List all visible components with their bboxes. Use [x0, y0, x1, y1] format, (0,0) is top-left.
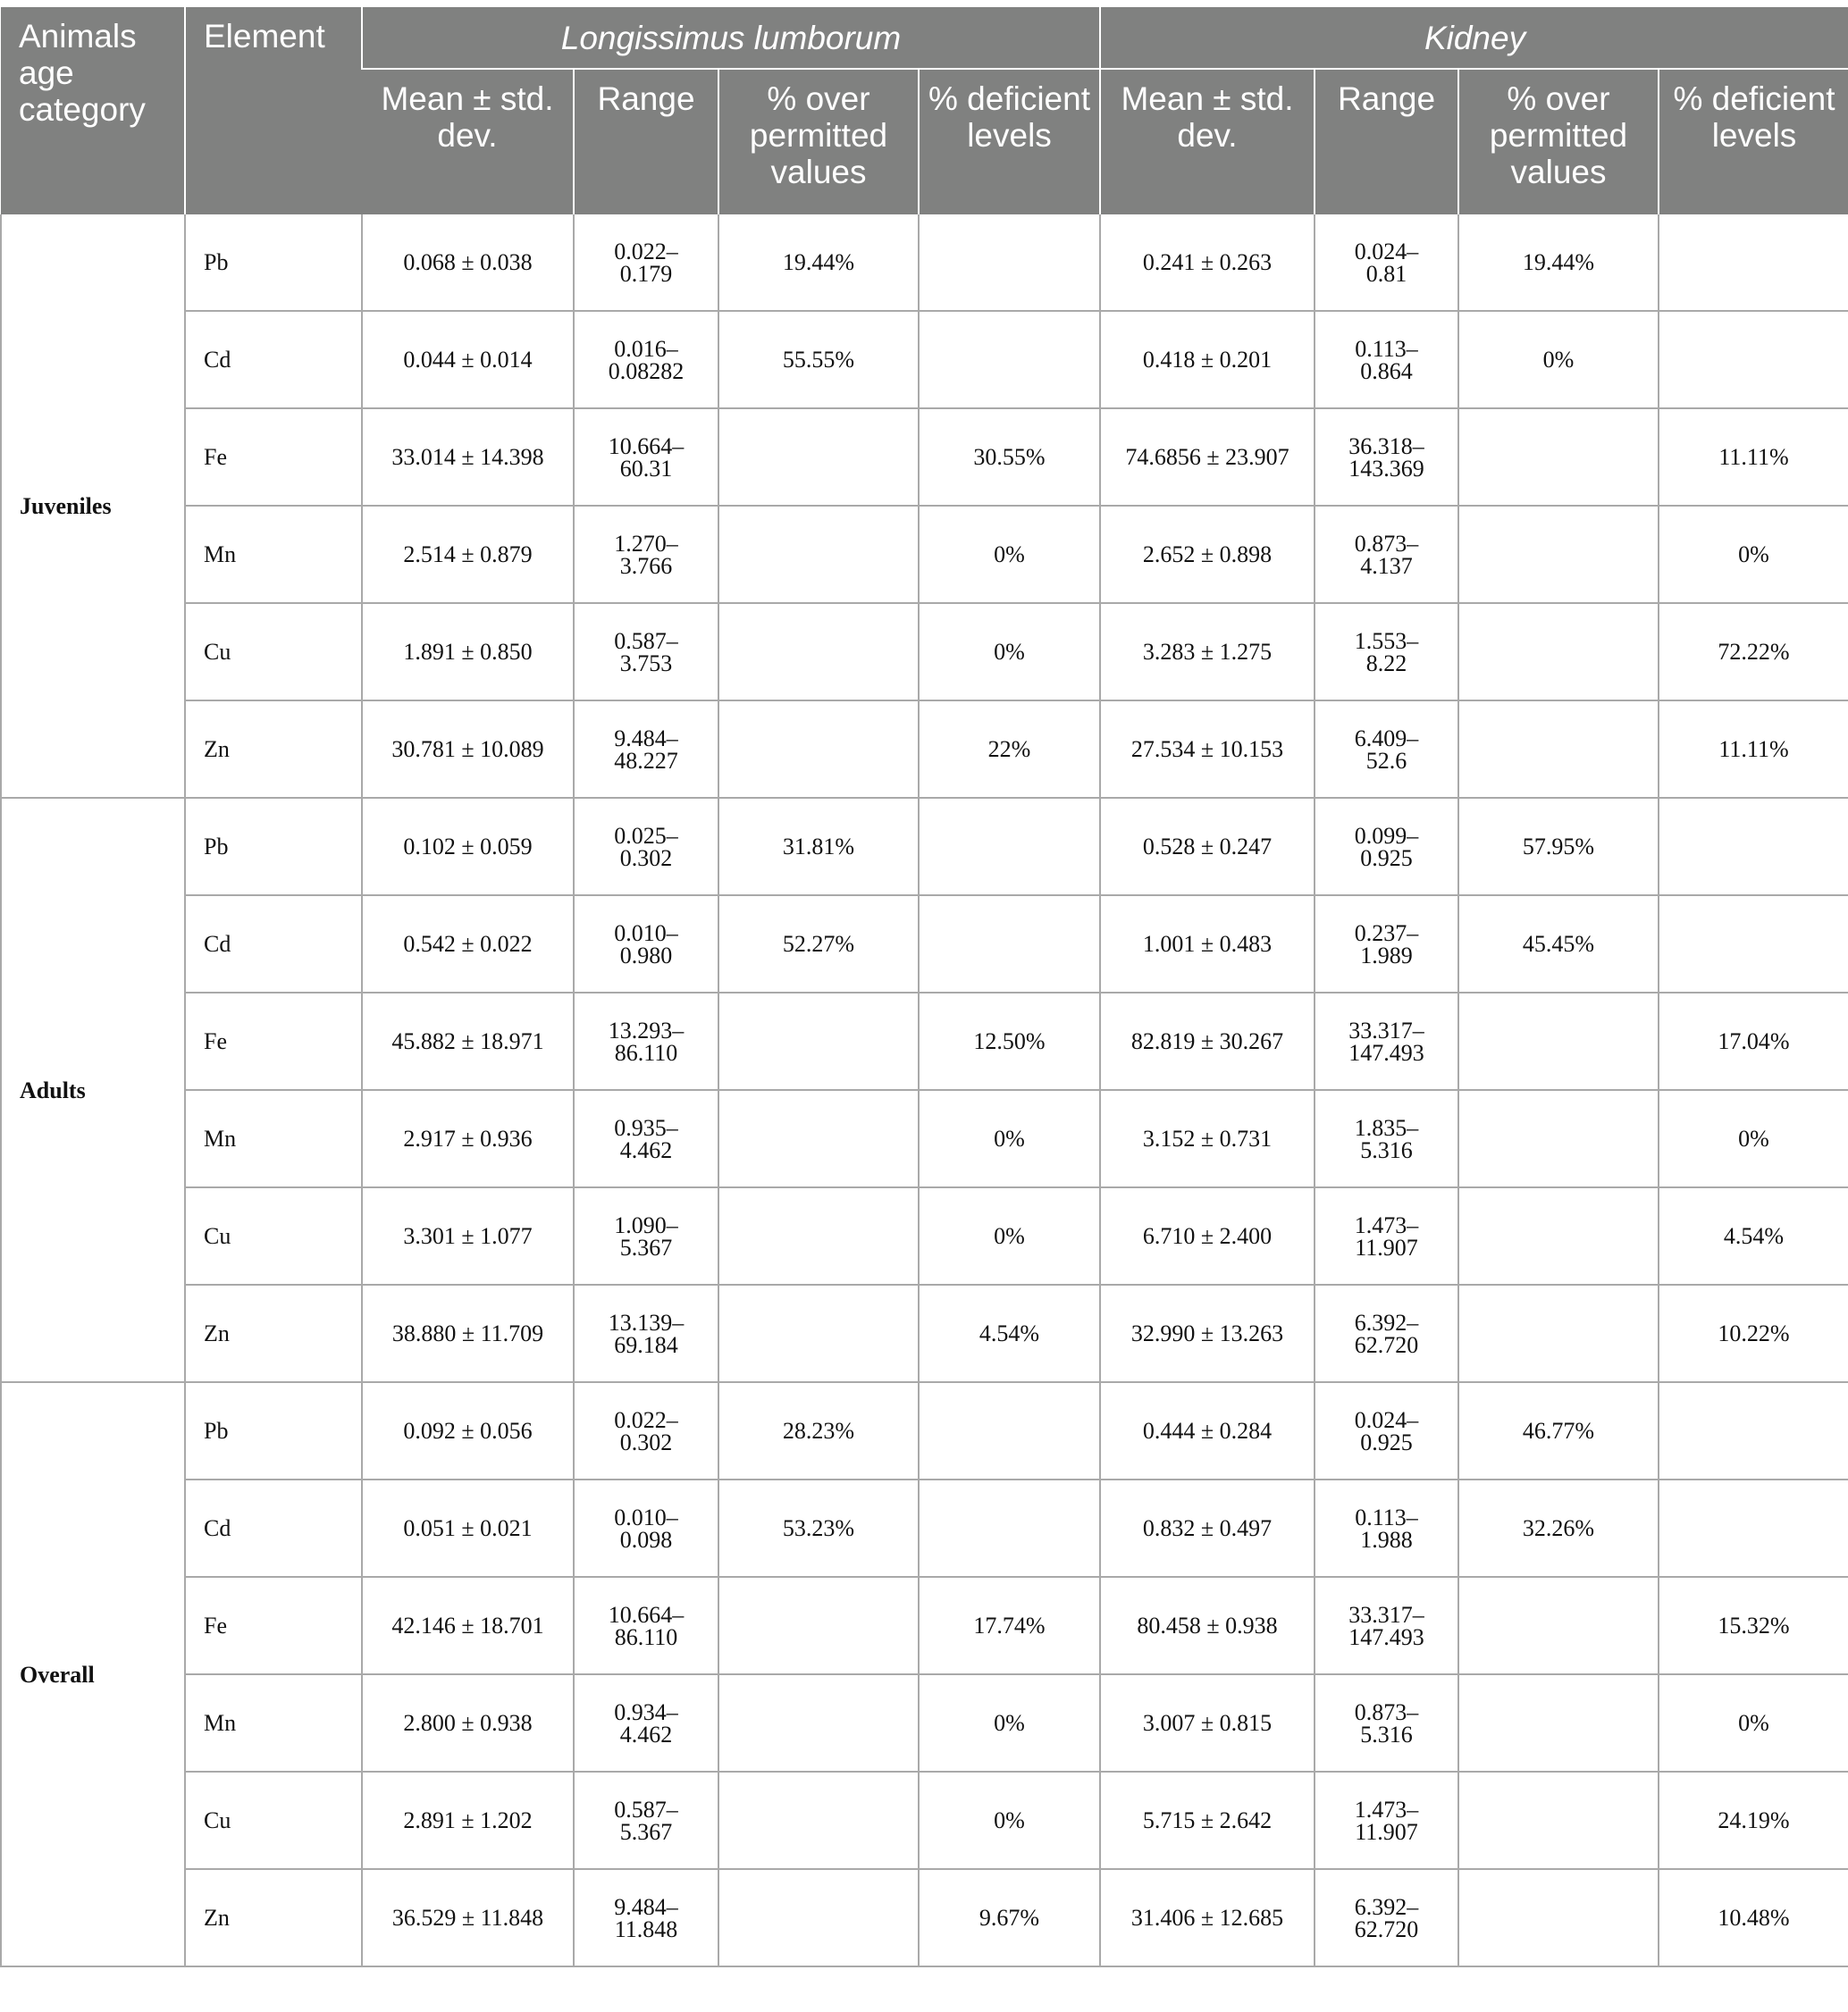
- kidney-mean-cell: 31.406 ± 12.685: [1100, 1869, 1315, 1966]
- table-row: [1, 895, 1848, 993]
- header-age-category: Animals age category: [1, 7, 185, 214]
- ll-range-cell: [574, 1382, 718, 1480]
- kidney-deficient-cell: 11.11%: [1659, 408, 1848, 506]
- ll-range-min: 0.025–: [614, 822, 678, 849]
- kidney-range-min: 33.317–: [1348, 1017, 1424, 1044]
- ll-range-max: 0.302: [619, 1429, 673, 1455]
- kidney-range-max: 143.369: [1348, 455, 1424, 482]
- kidney-over-cell: 19.44%: [1458, 214, 1659, 311]
- ll-range-cell: [574, 895, 718, 993]
- kidney-mean-cell: 0.241 ± 0.263: [1100, 214, 1315, 311]
- kidney-over-cell: 57.95%: [1458, 798, 1659, 895]
- ll-range-cell: [574, 408, 718, 506]
- ll-range-max: 5.367: [619, 1818, 673, 1845]
- ll-over-cell: 55.55%: [718, 311, 919, 408]
- ll-deficient-cell: 17.74%: [919, 1577, 1100, 1674]
- kidney-over-cell: [1458, 506, 1659, 603]
- kidney-deficient-cell: [1659, 311, 1848, 408]
- ll-range-min: 0.010–: [614, 919, 678, 946]
- kidney-range-max: 11.907: [1355, 1234, 1418, 1261]
- kidney-range-cell: [1315, 506, 1458, 603]
- kidney-range-cell: [1315, 1090, 1458, 1187]
- ll-range-max: 5.367: [619, 1234, 673, 1261]
- kidney-deficient-cell: 15.32%: [1659, 1577, 1848, 1674]
- table-body: [1, 214, 1848, 1966]
- ll-mean-cell: 3.301 ± 1.077: [362, 1187, 574, 1285]
- header-kidney-over: % over permitted values: [1458, 69, 1659, 214]
- ll-range-min: 0.935–: [614, 1114, 678, 1141]
- ll-range-max: 0.980: [619, 942, 673, 968]
- ll-range-cell: [574, 1674, 718, 1772]
- ll-over-cell: [718, 1674, 919, 1772]
- element-cell: Pb: [185, 798, 362, 895]
- kidney-mean-cell: 74.6856 ± 23.907: [1100, 408, 1315, 506]
- ll-mean-cell: 0.068 ± 0.038: [362, 214, 574, 311]
- ll-over-cell: 53.23%: [718, 1480, 919, 1577]
- kidney-over-cell: [1458, 1187, 1659, 1285]
- ll-deficient-cell: 12.50%: [919, 993, 1100, 1090]
- ll-deficient-cell: 9.67%: [919, 1869, 1100, 1966]
- element-cell: Mn: [185, 1674, 362, 1772]
- kidney-range-max: 147.493: [1348, 1039, 1424, 1066]
- ll-range-min: 0.022–: [614, 238, 678, 264]
- ll-over-cell: [718, 506, 919, 603]
- ll-range-cell: [574, 1090, 718, 1187]
- kidney-mean-cell: 80.458 ± 0.938: [1100, 1577, 1315, 1674]
- kidney-range-cell: [1315, 1869, 1458, 1966]
- ll-mean-cell: 0.044 ± 0.014: [362, 311, 574, 408]
- header-kidney-deficient: % deficient levels: [1659, 69, 1848, 214]
- ll-range-min: 10.664–: [608, 1601, 685, 1628]
- ll-range-min: 0.934–: [614, 1698, 678, 1725]
- table-row: [1, 214, 1848, 311]
- ll-mean-cell: 45.882 ± 18.971: [362, 993, 574, 1090]
- element-cell: Pb: [185, 214, 362, 311]
- ll-range-min: 1.270–: [614, 530, 678, 557]
- ll-range-max: 3.766: [619, 552, 673, 579]
- kidney-range-cell: [1315, 214, 1458, 311]
- element-cell: Pb: [185, 1382, 362, 1480]
- kidney-over-cell: 45.45%: [1458, 895, 1659, 993]
- kidney-range-cell: [1315, 1480, 1458, 1577]
- kidney-over-cell: [1458, 603, 1659, 700]
- ll-mean-cell: 33.014 ± 14.398: [362, 408, 574, 506]
- header-ll-range: Range: [574, 69, 718, 214]
- ll-range-cell: [574, 1772, 718, 1869]
- element-cell: Cd: [185, 895, 362, 993]
- kidney-over-cell: [1458, 1090, 1659, 1187]
- kidney-range-min: 36.318–: [1348, 432, 1424, 459]
- ll-range-max: 0.179: [619, 260, 673, 287]
- ll-range-max: 11.848: [614, 1916, 678, 1942]
- ll-range-cell: [574, 214, 718, 311]
- ll-range-min: 13.139–: [608, 1309, 685, 1336]
- element-cell: Cd: [185, 311, 362, 408]
- ll-over-cell: [718, 993, 919, 1090]
- kidney-range-max: 62.720: [1354, 1331, 1419, 1358]
- kidney-over-cell: 46.77%: [1458, 1382, 1659, 1480]
- kidney-range-min: 6.392–: [1354, 1309, 1419, 1336]
- table-row: [1, 700, 1848, 798]
- ll-range-min: 0.587–: [614, 1796, 678, 1823]
- kidney-deficient-cell: [1659, 214, 1848, 311]
- kidney-range-max: 1.988: [1360, 1526, 1413, 1553]
- kidney-over-cell: [1458, 1869, 1659, 1966]
- kidney-range-min: 0.024–: [1354, 238, 1419, 264]
- ll-mean-cell: 0.102 ± 0.059: [362, 798, 574, 895]
- header-ll-deficient: % deficient levels: [919, 69, 1100, 214]
- header-ll-over: % over permitted values: [718, 69, 919, 214]
- ll-deficient-cell: 0%: [919, 1187, 1100, 1285]
- kidney-over-cell: [1458, 1772, 1659, 1869]
- kidney-deficient-cell: 0%: [1659, 1090, 1848, 1187]
- kidney-mean-cell: 2.652 ± 0.898: [1100, 506, 1315, 603]
- table-row: [1, 798, 1848, 895]
- element-cell: Fe: [185, 993, 362, 1090]
- kidney-range-max: 1.989: [1360, 942, 1413, 968]
- kidney-over-cell: 32.26%: [1458, 1480, 1659, 1577]
- kidney-range-min: 0.237–: [1354, 919, 1419, 946]
- kidney-range-cell: [1315, 1772, 1458, 1869]
- kidney-range-cell: [1315, 1674, 1458, 1772]
- kidney-mean-cell: 82.819 ± 30.267: [1100, 993, 1315, 1090]
- ll-over-cell: 52.27%: [718, 895, 919, 993]
- kidney-deficient-cell: 72.22%: [1659, 603, 1848, 700]
- table-row: [1, 1577, 1848, 1674]
- table-row: [1, 1674, 1848, 1772]
- ll-deficient-cell: [919, 798, 1100, 895]
- ll-mean-cell: 36.529 ± 11.848: [362, 1869, 574, 1966]
- kidney-mean-cell: 3.283 ± 1.275: [1100, 603, 1315, 700]
- kidney-mean-cell: 5.715 ± 2.642: [1100, 1772, 1315, 1869]
- table-row: [1, 993, 1848, 1090]
- kidney-deficient-cell: 4.54%: [1659, 1187, 1848, 1285]
- kidney-over-cell: 0%: [1458, 311, 1659, 408]
- kidney-range-max: 0.864: [1360, 357, 1413, 384]
- kidney-mean-cell: 6.710 ± 2.400: [1100, 1187, 1315, 1285]
- kidney-range-min: 0.873–: [1354, 530, 1419, 557]
- data-table: [0, 7, 1848, 1967]
- kidney-range-min: 1.473–: [1354, 1211, 1419, 1238]
- ll-range-min: 13.293–: [608, 1017, 685, 1044]
- kidney-range-max: 5.316: [1360, 1136, 1413, 1163]
- ll-over-cell: [718, 1869, 919, 1966]
- kidney-range-cell: [1315, 603, 1458, 700]
- table-row: [1, 311, 1848, 408]
- ll-range-cell: [574, 311, 718, 408]
- kidney-range-min: 6.392–: [1354, 1893, 1419, 1920]
- kidney-range-max: 4.137: [1360, 552, 1413, 579]
- kidney-over-cell: [1458, 1674, 1659, 1772]
- ll-mean-cell: 1.891 ± 0.850: [362, 603, 574, 700]
- ll-over-cell: [718, 700, 919, 798]
- element-cell: Mn: [185, 506, 362, 603]
- ll-range-max: 48.227: [614, 747, 678, 774]
- element-cell: Zn: [185, 1285, 362, 1382]
- kidney-mean-cell: 27.534 ± 10.153: [1100, 700, 1315, 798]
- kidney-over-cell: [1458, 1577, 1659, 1674]
- kidney-deficient-cell: 10.22%: [1659, 1285, 1848, 1382]
- ll-over-cell: [718, 1187, 919, 1285]
- ll-deficient-cell: [919, 1382, 1100, 1480]
- ll-range-cell: [574, 506, 718, 603]
- ll-deficient-cell: 4.54%: [919, 1285, 1100, 1382]
- kidney-range-max: 147.493: [1348, 1623, 1424, 1650]
- ll-over-cell: [718, 408, 919, 506]
- ll-over-cell: 19.44%: [718, 214, 919, 311]
- ll-over-cell: [718, 1772, 919, 1869]
- kidney-range-max: 0.925: [1360, 1429, 1413, 1455]
- ll-deficient-cell: [919, 1480, 1100, 1577]
- kidney-range-min: 0.873–: [1354, 1698, 1419, 1725]
- ll-range-max: 0.08282: [608, 357, 685, 384]
- kidney-range-max: 8.22: [1365, 650, 1407, 676]
- kidney-range-min: 0.113–: [1355, 335, 1418, 362]
- kidney-range-cell: [1315, 1285, 1458, 1382]
- ll-deficient-cell: [919, 214, 1100, 311]
- element-cell: Cu: [185, 603, 362, 700]
- kidney-deficient-cell: [1659, 798, 1848, 895]
- ll-deficient-cell: [919, 311, 1100, 408]
- ll-range-min: 0.010–: [614, 1504, 678, 1530]
- ll-mean-cell: 2.917 ± 0.936: [362, 1090, 574, 1187]
- header-group-longissimus: Longissimus lumborum: [362, 7, 1100, 69]
- kidney-range-max: 62.720: [1354, 1916, 1419, 1942]
- kidney-over-cell: [1458, 700, 1659, 798]
- ll-range-cell: [574, 1187, 718, 1285]
- kidney-deficient-cell: 0%: [1659, 1674, 1848, 1772]
- kidney-deficient-cell: [1659, 1382, 1848, 1480]
- table-row: [1, 408, 1848, 506]
- age-category-cell: Overall: [1, 1382, 185, 1966]
- element-cell: Cd: [185, 1480, 362, 1577]
- kidney-range-min: 1.553–: [1354, 627, 1419, 654]
- ll-mean-cell: 30.781 ± 10.089: [362, 700, 574, 798]
- ll-over-cell: [718, 603, 919, 700]
- ll-over-cell: 28.23%: [718, 1382, 919, 1480]
- ll-range-cell: [574, 993, 718, 1090]
- element-cell: Fe: [185, 408, 362, 506]
- kidney-deficient-cell: [1659, 1480, 1848, 1577]
- kidney-range-min: 6.409–: [1354, 725, 1419, 751]
- kidney-range-max: 11.907: [1355, 1818, 1418, 1845]
- table-row: [1, 1772, 1848, 1869]
- ll-range-cell: [574, 1869, 718, 1966]
- kidney-range-min: 0.113–: [1355, 1504, 1418, 1530]
- kidney-over-cell: [1458, 408, 1659, 506]
- kidney-range-cell: [1315, 1382, 1458, 1480]
- kidney-range-max: 52.6: [1365, 747, 1407, 774]
- ll-range-cell: [574, 1285, 718, 1382]
- element-cell: Mn: [185, 1090, 362, 1187]
- kidney-deficient-cell: 17.04%: [1659, 993, 1848, 1090]
- ll-over-cell: [718, 1090, 919, 1187]
- kidney-range-cell: [1315, 311, 1458, 408]
- ll-deficient-cell: 0%: [919, 1772, 1100, 1869]
- element-cell: Zn: [185, 1869, 362, 1966]
- kidney-range-min: 1.835–: [1354, 1114, 1419, 1141]
- ll-mean-cell: 0.542 ± 0.022: [362, 895, 574, 993]
- table-row: [1, 1869, 1848, 1966]
- element-cell: Cu: [185, 1187, 362, 1285]
- ll-range-max: 86.110: [614, 1623, 678, 1650]
- kidney-range-cell: [1315, 1577, 1458, 1674]
- element-cell: Cu: [185, 1772, 362, 1869]
- table-row: [1, 1285, 1848, 1382]
- ll-deficient-cell: 0%: [919, 603, 1100, 700]
- kidney-range-min: 0.024–: [1354, 1406, 1419, 1433]
- ll-deficient-cell: 22%: [919, 700, 1100, 798]
- ll-deficient-cell: [919, 895, 1100, 993]
- header-kidney-range: Range: [1315, 69, 1458, 214]
- kidney-range-cell: [1315, 993, 1458, 1090]
- kidney-range-cell: [1315, 408, 1458, 506]
- ll-range-min: 0.016–: [614, 335, 678, 362]
- age-category-cell: Adults: [1, 798, 185, 1382]
- ll-deficient-cell: 0%: [919, 506, 1100, 603]
- kidney-mean-cell: 0.418 ± 0.201: [1100, 311, 1315, 408]
- kidney-range-cell: [1315, 1187, 1458, 1285]
- ll-range-max: 0.302: [619, 844, 673, 871]
- ll-over-cell: [718, 1285, 919, 1382]
- header-ll-mean: Mean ± std. dev.: [362, 69, 574, 214]
- ll-range-max: 69.184: [614, 1331, 678, 1358]
- header-element: Element: [185, 7, 362, 214]
- ll-mean-cell: 0.051 ± 0.021: [362, 1480, 574, 1577]
- ll-deficient-cell: 0%: [919, 1090, 1100, 1187]
- kidney-mean-cell: 1.001 ± 0.483: [1100, 895, 1315, 993]
- ll-range-min: 9.484–: [614, 725, 678, 751]
- ll-mean-cell: 0.092 ± 0.056: [362, 1382, 574, 1480]
- table-row: [1, 603, 1848, 700]
- ll-range-max: 86.110: [614, 1039, 678, 1066]
- kidney-over-cell: [1458, 993, 1659, 1090]
- ll-range-max: 4.462: [619, 1136, 673, 1163]
- kidney-range-min: 1.473–: [1354, 1796, 1419, 1823]
- kidney-over-cell: [1458, 1285, 1659, 1382]
- kidney-mean-cell: 0.528 ± 0.247: [1100, 798, 1315, 895]
- ll-mean-cell: 42.146 ± 18.701: [362, 1577, 574, 1674]
- ll-range-max: 3.753: [619, 650, 673, 676]
- ll-range-min: 9.484–: [614, 1893, 678, 1920]
- ll-range-cell: [574, 700, 718, 798]
- ll-range-min: 1.090–: [614, 1211, 678, 1238]
- ll-deficient-cell: 30.55%: [919, 408, 1100, 506]
- ll-over-cell: [718, 1577, 919, 1674]
- table-row: [1, 1480, 1848, 1577]
- ll-mean-cell: 2.800 ± 0.938: [362, 1674, 574, 1772]
- table-row: [1, 1090, 1848, 1187]
- header-group-kidney: Kidney: [1100, 7, 1848, 69]
- kidney-range-cell: [1315, 700, 1458, 798]
- kidney-deficient-cell: 11.11%: [1659, 700, 1848, 798]
- ll-range-min: 0.022–: [614, 1406, 678, 1433]
- kidney-range-cell: [1315, 895, 1458, 993]
- kidney-range-max: 0.925: [1360, 844, 1413, 871]
- ll-over-cell: 31.81%: [718, 798, 919, 895]
- ll-range-min: 0.587–: [614, 627, 678, 654]
- kidney-mean-cell: 0.444 ± 0.284: [1100, 1382, 1315, 1480]
- kidney-range-cell: [1315, 798, 1458, 895]
- header-kidney-mean: Mean ± std. dev.: [1100, 69, 1315, 214]
- kidney-deficient-cell: 0%: [1659, 506, 1848, 603]
- ll-range-cell: [574, 603, 718, 700]
- ll-mean-cell: 38.880 ± 11.709: [362, 1285, 574, 1382]
- ll-deficient-cell: 0%: [919, 1674, 1100, 1772]
- ll-mean-cell: 2.514 ± 0.879: [362, 506, 574, 603]
- kidney-deficient-cell: 24.19%: [1659, 1772, 1848, 1869]
- ll-range-min: 10.664–: [608, 432, 685, 459]
- element-cell: Zn: [185, 700, 362, 798]
- kidney-range-max: 5.316: [1360, 1721, 1413, 1748]
- kidney-mean-cell: 3.152 ± 0.731: [1100, 1090, 1315, 1187]
- age-category-cell: Juveniles: [1, 214, 185, 798]
- ll-range-cell: [574, 798, 718, 895]
- ll-range-cell: [574, 1577, 718, 1674]
- table-row: [1, 506, 1848, 603]
- ll-range-max: 0.098: [619, 1526, 673, 1553]
- table-header: [1, 7, 1848, 214]
- kidney-mean-cell: 3.007 ± 0.815: [1100, 1674, 1315, 1772]
- kidney-mean-cell: 0.832 ± 0.497: [1100, 1480, 1315, 1577]
- table-row: [1, 1187, 1848, 1285]
- table-row: [1, 1382, 1848, 1480]
- kidney-range-max: 0.81: [1365, 260, 1407, 287]
- ll-range-max: 4.462: [619, 1721, 673, 1748]
- ll-range-max: 60.31: [619, 455, 673, 482]
- kidney-deficient-cell: 10.48%: [1659, 1869, 1848, 1966]
- kidney-range-min: 33.317–: [1348, 1601, 1424, 1628]
- kidney-range-min: 0.099–: [1354, 822, 1419, 849]
- ll-range-cell: [574, 1480, 718, 1577]
- kidney-mean-cell: 32.990 ± 13.263: [1100, 1285, 1315, 1382]
- kidney-deficient-cell: [1659, 895, 1848, 993]
- ll-mean-cell: 2.891 ± 1.202: [362, 1772, 574, 1869]
- element-cell: Fe: [185, 1577, 362, 1674]
